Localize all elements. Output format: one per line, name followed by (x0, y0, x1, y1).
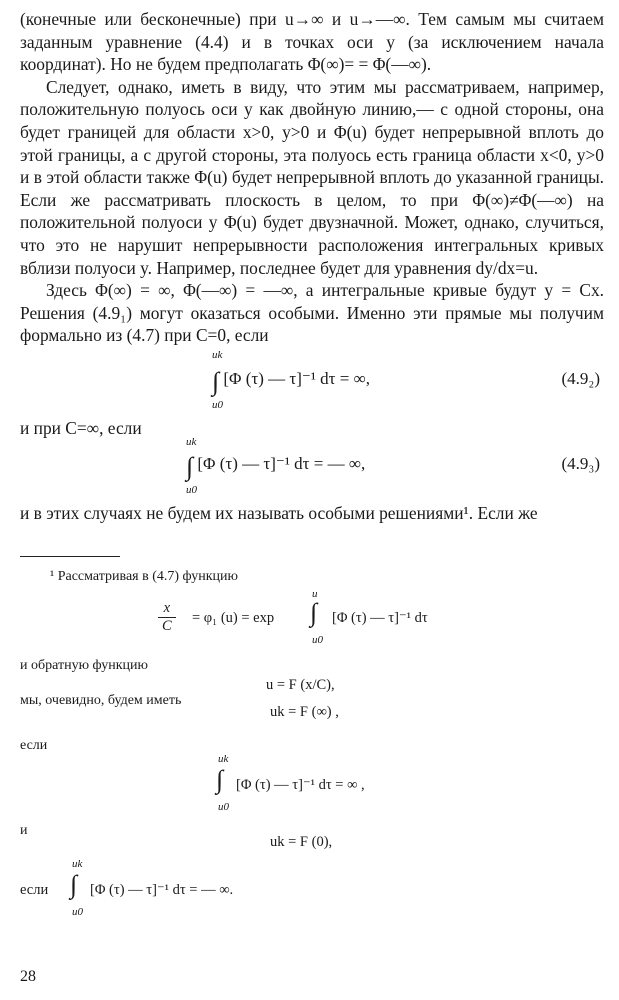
footnote-f1-body: [Φ (τ) — τ]⁻¹ dτ (332, 610, 428, 627)
footnote-formula-6 (20, 858, 604, 922)
footnote-intro: ¹ Рассматривая в (4.7) функцию (50, 569, 238, 585)
page-body (20, 8, 604, 922)
paragraph-4: и при C=∞, если (20, 417, 142, 438)
eq1-body: [Φ (τ) — τ]⁻¹ dτ = ∞, (223, 368, 370, 388)
eq2-formula (186, 452, 365, 482)
footnote-f1-rest: = φ₁ (u) = exp (192, 610, 275, 627)
footnote-formula-1 (20, 586, 604, 650)
footnote-f1-lower: u0 (312, 634, 323, 647)
eq1-formula (212, 367, 370, 397)
footnote-f1-upper: u (312, 588, 318, 601)
footnote-formula-3 (20, 704, 604, 736)
fraction-denominator: C (162, 618, 172, 635)
equation-4-9-3 (20, 435, 604, 502)
footnote-line-6: если (20, 882, 49, 899)
integral-sign: ∫ (216, 765, 224, 795)
integral-sign: ∫ (70, 870, 78, 900)
integral-sign: ∫ (186, 451, 194, 481)
fraction-x-over-c (158, 600, 176, 635)
footnote-f4-lower: u0 (218, 801, 229, 814)
footnote-f4-body: [Φ (τ) — τ]⁻¹ dτ = ∞ , (236, 777, 365, 794)
eq1-number: (4.9₂) (561, 368, 600, 388)
footnote-line-5: и (20, 823, 28, 839)
footnote-line-4: если (20, 738, 48, 754)
eq2-body: [Φ (τ) — τ]⁻¹ dτ = — ∞, (197, 453, 366, 473)
paragraph-5: и в этих случаях не будем их называть особыми решениями¹. Если же (20, 502, 538, 523)
eq1-upper-limit: uk (212, 348, 223, 361)
footnote-formula-4 (20, 755, 604, 821)
footnote-formula-5 (20, 834, 604, 862)
equation-4-9-2 (20, 347, 604, 417)
eq1-lower-limit: u0 (212, 398, 223, 411)
footnote-f6-body: [Φ (τ) — τ]⁻¹ dτ = — ∞. (90, 882, 234, 899)
eq2-lower-limit: u0 (186, 483, 197, 496)
integral-sign: ∫ (310, 598, 318, 628)
footnote-f3: uk = F (∞) , (270, 704, 339, 721)
paragraph-1: (конечные или бесконечные) при u→∞ и u→—∞. Тем самым мы считаем заданным уравнение (4.4) и в точках оси y (за исключением начала координат). Но не будем предполагать Φ(∞)= = Φ(—∞). (20, 9, 604, 75)
fraction-numerator: x (158, 600, 176, 618)
integral-sign: ∫ (212, 366, 220, 396)
footnote-line-3: мы, очевидно, будем иметь (20, 693, 182, 709)
footnote-f6-upper: uk (72, 858, 83, 871)
page-number: 28 (20, 968, 36, 985)
paragraph-2: Следует, однако, иметь в виду, что этим мы рассматриваем, например, положительную полуось оси y как двойную линию,— с одной стороны, она будет границей для области x>0, y>0 и Φ(u) будет непрерывной вплоть до этой границы, а с другой стороны, эта полуось есть граница области x<0, y>0 и в этой области также Φ(u) будет непрерывной вплоть до указанной границы. Если же рассматривать плоскость в целом, то при Φ(∞)≠Φ(—∞) на положительной полуоси y Φ(u) будет двузначной. Может, однако, случиться, что это не нарушит непрерывности расположения интегральных кривых вблизи полуоси y. Например, последнее будет для уравнения dy/dx=u. (20, 76, 604, 278)
footnote-f2: u = F (x/C), (266, 677, 335, 694)
footnote-line-2: и обратную функцию (20, 658, 148, 674)
footnote-formula-2 (20, 675, 604, 697)
footnote-f6-lower: u0 (72, 906, 83, 919)
paragraph-3: Здесь Φ(∞) = ∞, Φ(—∞) = —∞, а интегральные кривые будут y = Cx. Решения (4.9₁) могут оказаться особыми. Именно эти прямые мы получим формально из (4.7) при C=0, если (20, 280, 604, 346)
footnote-f5: uk = F (0), (270, 834, 333, 851)
footnote-f4-upper: uk (218, 753, 229, 766)
eq2-number: (4.9₃) (561, 453, 600, 473)
eq2-upper-limit: uk (186, 435, 197, 448)
footnote-divider (20, 556, 120, 557)
